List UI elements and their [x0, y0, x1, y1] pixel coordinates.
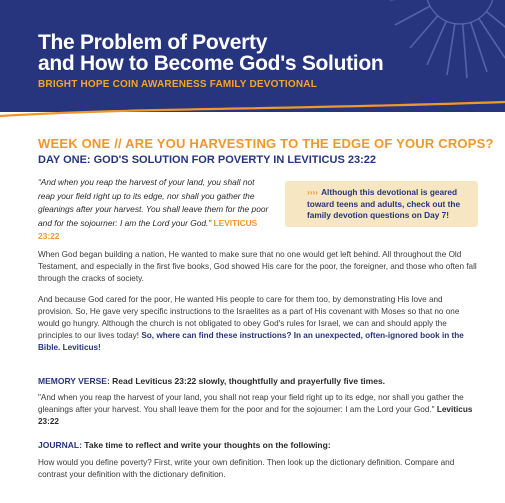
journal-heading: [38, 440, 331, 450]
page-subtitle: BRIGHT HOPE COIN AWARENESS FAMILY DEVOTIONAL: [38, 79, 318, 90]
callout-text: Although this devotional is geared toward teens and adults, check out the family devotion questions on Day 7!: [307, 187, 461, 220]
scripture-quote: [38, 176, 273, 244]
memory-verse-text: [38, 392, 478, 428]
arrows-icon: ››››: [307, 187, 319, 197]
memory-verse-heading: [38, 376, 385, 386]
journal-label: JOURNAL:: [38, 440, 82, 450]
quote-text: “And when you reap the harvest of your land, you shall not reap your field right up to its edge, nor shall you gather the gleanings after your harvest. You shall leave them for the poor and for the sojourner: I am the Lord your God.”: [38, 177, 269, 228]
journal-instruction: Take time to reflect and write your thoughts on the following:: [84, 440, 331, 450]
body-paragraph-1: When God began building a nation, He wanted to make sure that no one would get left behind. All throughout the Old Testament, and especially in the first five books, God showed His care for the poor, the foreigner, and those who often fall through the cracks of society.: [38, 250, 477, 283]
sunburst-decoration: [365, 0, 505, 100]
title-line-2: and How to Become God's Solution: [38, 52, 384, 75]
body-paragraph-2: [38, 294, 478, 354]
day-heading: DAY ONE: GOD'S SOLUTION FOR POVERTY IN LEVITICUS 23:22: [38, 154, 376, 166]
paragraph-2-text: And because God cared for the poor, He wanted His people to care for them too, by demonstrating His love and provision. So, He gave very specific instructions to the Israelites as a part of His covenant with Moses so that no one would go hungry. Although the church is not obligated to obey God's rules for Israel, we can and should apply the principles to our lives today!: [38, 295, 460, 340]
memory-verse-reference: Leviticus 23:22: [38, 405, 473, 426]
paragraph-2-bold: So, where can find these instructions? In an unexpected, often-ignored book in the Bible. Leviticus!: [38, 331, 464, 352]
journal-question: How would you define poverty? First, write your own definition. Then look up the dictionary definition. Compare and contrast your definition with the dictionary definition.: [38, 458, 455, 479]
page-title: [38, 32, 383, 74]
memory-verse-instruction: Read Leviticus 23:22 slowly, thoughtfully and prayerfully five times.: [112, 376, 386, 386]
week-heading: WEEK ONE // ARE YOU HARVESTING TO THE EDGE OF YOUR CROPS?: [38, 136, 494, 151]
title-line-1: The Problem of Poverty: [38, 31, 268, 54]
header-wave-edge: [0, 96, 505, 126]
family-callout-box: [285, 181, 478, 227]
memory-verse-body: "And when you reap the harvest of your land, you shall not reap your field right up to its edge, nor shall you gather the gleanings after your harvest. You shall leave them for the poor and for the sojourner: I am the Lord your God.": [38, 393, 464, 414]
memory-verse-label: MEMORY VERSE:: [38, 376, 110, 386]
quote-reference: LEVITICUS 23:22: [38, 217, 258, 241]
callout-text-block: [307, 187, 473, 222]
